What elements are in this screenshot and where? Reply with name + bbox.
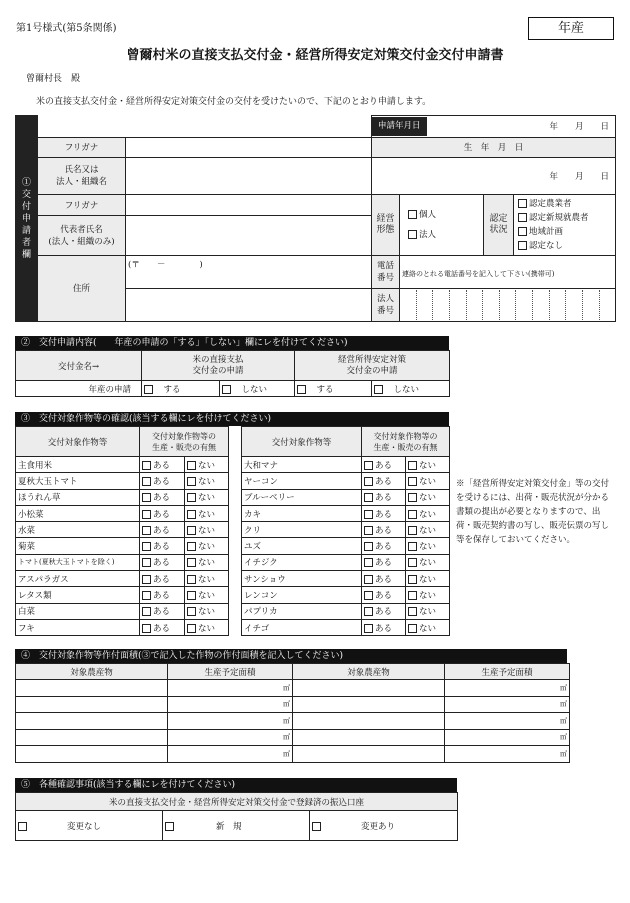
crop-row xyxy=(16,554,229,570)
crop-note: ※「経営所得安定対策交付金」等の交付を受けるには、出荷・販売状況が分かる書類の提出が必要となりますので、出荷・販売契約書の写し、販売伝票の写し等を保存しておいてください。 xyxy=(456,479,610,545)
crop-yes-checkbox[interactable]: ある xyxy=(140,619,185,635)
crop-col-label: 交付対象作物等 xyxy=(242,427,362,457)
crop-no-checkbox[interactable]: ない xyxy=(185,587,229,603)
mgmt-form-label: 経営形態 xyxy=(372,194,400,255)
area-crop-field[interactable] xyxy=(293,680,445,697)
checkbox-icon xyxy=(408,575,417,584)
checkbox-icon xyxy=(364,461,373,470)
area-crop-field[interactable] xyxy=(16,729,168,746)
rice-do-checkbox[interactable]: する xyxy=(142,381,220,397)
area-crop-field[interactable] xyxy=(16,746,168,763)
crop-row xyxy=(16,457,229,473)
crop-no-checkbox[interactable]: ない xyxy=(185,554,229,570)
address-label: 住所 xyxy=(38,256,126,322)
crop-row xyxy=(242,619,450,635)
crop-name: 主食用米 xyxy=(16,457,140,473)
crop-yes-checkbox[interactable]: ある xyxy=(362,505,406,521)
checkbox-icon xyxy=(364,591,373,600)
checkbox-icon xyxy=(187,575,196,584)
checkbox-icon xyxy=(187,477,196,486)
crop-no-checkbox[interactable]: ない xyxy=(185,473,229,489)
crop-row xyxy=(16,473,229,489)
checkbox-icon xyxy=(187,591,196,600)
crop-no-checkbox[interactable]: ない xyxy=(406,505,450,521)
area-value-field[interactable]: ㎡ xyxy=(168,696,293,713)
checkbox-icon xyxy=(142,461,151,470)
crop-yes-checkbox[interactable]: ある xyxy=(140,489,185,505)
crop-name: 小松菜 xyxy=(16,505,140,521)
section-2-header: ② 交付申請内容( 年産の申請の「する」「しない」欄にレを付けてください) xyxy=(15,336,449,350)
intro-text: 米の直接支払交付金・経営所得安定対策交付金の交付を受けたいので、下記のとおり申請します。 xyxy=(36,97,432,107)
area-value-field[interactable]: ㎡ xyxy=(168,680,293,697)
crop-name: アスパラガス xyxy=(16,571,140,587)
checkbox-icon xyxy=(408,542,417,551)
crop-no-checkbox[interactable]: ない xyxy=(185,505,229,521)
section-2-table xyxy=(15,350,450,397)
crop-no-checkbox[interactable]: ない xyxy=(406,522,450,538)
crop-yes-checkbox[interactable]: ある xyxy=(140,554,185,570)
section-5-table xyxy=(15,792,458,841)
area-crop-field[interactable] xyxy=(16,696,168,713)
crop-yes-checkbox[interactable]: ある xyxy=(362,571,406,587)
crop-table-left xyxy=(15,426,229,636)
crop-no-checkbox[interactable]: ない xyxy=(185,538,229,554)
crop-yes-checkbox[interactable]: ある xyxy=(140,603,185,619)
checkbox-icon xyxy=(408,461,417,470)
area-crop-field[interactable] xyxy=(16,713,168,730)
checkbox-icon xyxy=(165,822,174,831)
checkbox-icon xyxy=(142,510,151,519)
crop-no-checkbox[interactable]: ない xyxy=(406,571,450,587)
crop-name: 夏秋大玉トマト xyxy=(16,473,140,489)
crop-no-checkbox[interactable]: ない xyxy=(185,619,229,635)
name-field[interactable] xyxy=(126,158,372,195)
checkbox-icon xyxy=(187,558,196,567)
crop-name: クリ xyxy=(242,522,362,538)
checkbox-icon xyxy=(408,558,417,567)
area-crop-field[interactable] xyxy=(293,746,445,763)
crop-yes-checkbox[interactable]: ある xyxy=(140,538,185,554)
crop-name: 大和マナ xyxy=(242,457,362,473)
phone-label-2: 番号 xyxy=(376,272,394,283)
crop-name: フキ xyxy=(16,619,140,635)
checkbox-icon xyxy=(142,624,151,633)
crop-name: 水菜 xyxy=(16,522,140,538)
area-row xyxy=(16,713,570,730)
crop-no-checkbox[interactable]: ない xyxy=(185,571,229,587)
crop-col-label: 交付対象作物等 xyxy=(16,427,140,457)
cert-status-label: 認定状況 xyxy=(484,194,514,255)
mgmt-corp-option[interactable]: 法人 xyxy=(408,225,481,245)
grant-col-1-line-2: 交付金の申請 xyxy=(192,365,244,376)
crop-name: パプリカ xyxy=(242,603,362,619)
checkbox-icon xyxy=(187,510,196,519)
crop-row xyxy=(16,571,229,587)
checkbox-icon xyxy=(408,607,417,616)
checkbox-icon xyxy=(142,526,151,535)
crop-no-checkbox[interactable]: ない xyxy=(185,522,229,538)
crop-yes-checkbox[interactable]: ある xyxy=(362,538,406,554)
section-1 xyxy=(15,115,615,322)
cert-option-4[interactable]: 認定なし xyxy=(518,239,613,253)
account-changed-option[interactable]: 変更あり xyxy=(310,811,458,841)
crop-row xyxy=(242,457,450,473)
area-value-field[interactable]: ㎡ xyxy=(445,746,570,763)
crop-has-label-1: 交付対象作物等の xyxy=(152,431,216,441)
crop-yes-checkbox[interactable]: ある xyxy=(362,473,406,489)
crop-yes-checkbox[interactable]: ある xyxy=(140,587,185,603)
crop-name: イチジク xyxy=(242,554,362,570)
crop-row xyxy=(242,489,450,505)
crop-row xyxy=(242,473,450,489)
crop-name: 白菜 xyxy=(16,603,140,619)
grant-name-label: 交付金名→ xyxy=(16,351,142,381)
rep-label-1: 代表者氏名 xyxy=(60,224,103,235)
furigana-field[interactable] xyxy=(126,137,372,157)
area-area-col: 生産予定面積 xyxy=(168,664,293,680)
rep-furigana-field[interactable] xyxy=(126,194,372,215)
area-row xyxy=(16,746,570,763)
crop-yes-checkbox[interactable]: ある xyxy=(140,505,185,521)
area-value-field[interactable]: ㎡ xyxy=(445,696,570,713)
area-value-field[interactable]: ㎡ xyxy=(168,729,293,746)
section-4-header: ④ 交付対象作物等作付面積(③で記入した作物の作付面積を記入してください) xyxy=(15,649,567,663)
crop-row xyxy=(242,505,450,521)
addressee: 曾爾村長 殿 xyxy=(26,74,81,84)
crop-name: 菊菜 xyxy=(16,538,140,554)
checkbox-icon xyxy=(408,624,417,633)
crop-yes-checkbox[interactable]: ある xyxy=(140,457,185,473)
grant-col-2-line-1: 経営所得安定対策 xyxy=(338,354,407,365)
crop-yes-checkbox[interactable]: ある xyxy=(362,489,406,505)
crop-no-checkbox[interactable]: ない xyxy=(406,538,450,554)
checkbox-icon xyxy=(364,575,373,584)
account-no-change-option[interactable]: 変更なし xyxy=(16,811,163,841)
crop-no-checkbox[interactable]: ない xyxy=(406,554,450,570)
checkbox-icon xyxy=(142,558,151,567)
birth-date-label: 生 年 月 日 xyxy=(372,137,616,157)
checkbox-icon xyxy=(187,526,196,535)
mgmt-do-checkbox[interactable]: する xyxy=(295,381,372,397)
crop-name: レタス類 xyxy=(16,587,140,603)
crop-yes-checkbox[interactable]: ある xyxy=(140,571,185,587)
checkbox-icon xyxy=(408,510,417,519)
crop-yes-checkbox[interactable]: ある xyxy=(362,587,406,603)
crop-name: ほうれん草 xyxy=(16,489,140,505)
crop-yes-checkbox[interactable]: ある xyxy=(140,473,185,489)
crop-row xyxy=(16,522,229,538)
name-label-2: 法人・組織名 xyxy=(55,176,107,187)
name-label-1: 氏名又は xyxy=(64,164,99,175)
checkbox-icon xyxy=(142,477,151,486)
crop-name: カキ xyxy=(242,505,362,521)
crop-yes-checkbox[interactable]: ある xyxy=(362,522,406,538)
rice-dont-checkbox[interactable]: しない xyxy=(220,381,295,397)
checkbox-icon xyxy=(142,607,151,616)
checkbox-icon xyxy=(518,213,527,222)
crop-name: イチゴ xyxy=(242,619,362,635)
area-crop-field[interactable] xyxy=(16,680,168,697)
checkbox-icon xyxy=(364,558,373,567)
cert-option-1[interactable]: 認定農業者 xyxy=(518,197,613,211)
crop-name: トマト(夏秋大玉トマトを除く) xyxy=(16,554,140,570)
checkbox-icon xyxy=(187,607,196,616)
checkbox-icon xyxy=(364,624,373,633)
crop-has-label-2: 生産・販売の有無 xyxy=(373,442,438,452)
year-box: 年産 xyxy=(528,17,614,40)
section-3-header: ③ 交付対象作物等の確認(該当する欄にレを付けてください) xyxy=(15,412,449,426)
checkbox-icon xyxy=(408,477,417,486)
checkbox-icon xyxy=(222,385,231,394)
checkbox-icon xyxy=(187,624,196,633)
crop-yes-checkbox[interactable]: ある xyxy=(362,603,406,619)
postal-code-field[interactable]: (〒 － ) xyxy=(126,256,372,288)
checkbox-icon xyxy=(408,591,417,600)
crop-row xyxy=(242,587,450,603)
checkbox-icon xyxy=(408,210,417,219)
crop-no-checkbox[interactable]: ない xyxy=(406,457,450,473)
checkbox-icon xyxy=(518,199,527,208)
checkbox-icon xyxy=(144,385,153,394)
application-date-label: 申請年月日 xyxy=(372,117,427,136)
area-row xyxy=(16,696,570,713)
crop-no-checkbox[interactable]: ない xyxy=(406,619,450,635)
grant-col-1-line-1: 米の直接支払 xyxy=(192,354,244,365)
crop-name: ブルーベリー xyxy=(242,489,362,505)
crop-row xyxy=(16,505,229,521)
rep-name-field[interactable] xyxy=(126,215,372,255)
cert-option-3[interactable]: 地域計画 xyxy=(518,225,613,239)
area-value-field[interactable]: ㎡ xyxy=(445,729,570,746)
area-crop-field[interactable] xyxy=(293,713,445,730)
crop-name: レンコン xyxy=(242,587,362,603)
mgmt-individual-option[interactable]: 個人 xyxy=(408,205,481,225)
area-value-field[interactable]: ㎡ xyxy=(168,713,293,730)
checkbox-icon xyxy=(518,241,527,250)
checkbox-icon xyxy=(142,542,151,551)
crop-row xyxy=(242,538,450,554)
crop-row xyxy=(16,603,229,619)
checkbox-icon xyxy=(142,591,151,600)
crop-name: ユズ xyxy=(242,538,362,554)
phone-field[interactable]: 連絡のとれる電話番号を記入して下さい(携帯可) xyxy=(400,256,616,288)
crop-row xyxy=(16,489,229,505)
checkbox-icon xyxy=(408,526,417,535)
area-row xyxy=(16,680,570,697)
checkbox-icon xyxy=(364,510,373,519)
checkbox-icon xyxy=(408,230,417,239)
crop-row xyxy=(16,619,229,635)
crop-row xyxy=(242,522,450,538)
crop-no-checkbox[interactable]: ない xyxy=(185,603,229,619)
cert-option-2[interactable]: 認定新規就農者 xyxy=(518,211,613,225)
checkbox-icon xyxy=(187,461,196,470)
mgmt-dont-checkbox[interactable]: しない xyxy=(372,381,450,397)
area-crop-col: 対象農産物 xyxy=(16,664,168,680)
checkbox-icon xyxy=(364,607,373,616)
rep-label-2: (法人・組織のみ) xyxy=(48,236,115,247)
crop-no-checkbox[interactable]: ない xyxy=(406,603,450,619)
checkbox-icon xyxy=(187,493,196,502)
checkbox-icon xyxy=(187,542,196,551)
checkbox-icon xyxy=(364,477,373,486)
crop-has-label-2: 生産・販売の有無 xyxy=(152,442,216,452)
checkbox-icon xyxy=(18,822,27,831)
crop-no-checkbox[interactable]: ない xyxy=(406,489,450,505)
phone-label-1: 電話 xyxy=(376,260,394,271)
address-field[interactable] xyxy=(126,288,372,322)
crop-row xyxy=(242,554,450,570)
area-value-field[interactable]: ㎡ xyxy=(168,746,293,763)
form-number: 第1号様式(第5条関係) xyxy=(16,23,117,34)
crop-row xyxy=(242,571,450,587)
crop-yes-checkbox[interactable]: ある xyxy=(362,457,406,473)
area-value-field[interactable]: ㎡ xyxy=(445,680,570,697)
corp-number-field[interactable] xyxy=(400,288,616,322)
corp-no-label-1: 法人 xyxy=(376,293,394,304)
crop-name: ヤーコン xyxy=(242,473,362,489)
area-table xyxy=(15,663,570,763)
checkbox-icon xyxy=(142,575,151,584)
crop-no-checkbox[interactable]: ない xyxy=(185,489,229,505)
checkbox-icon xyxy=(374,385,383,394)
applicant-side-label: ①交付申請者欄 xyxy=(16,116,38,322)
area-value-field[interactable]: ㎡ xyxy=(445,713,570,730)
checkbox-icon xyxy=(518,227,527,236)
account-subheader: 米の直接支払交付金・経営所得安定対策交付金で登録済の振込口座 xyxy=(16,793,458,811)
checkbox-icon xyxy=(312,822,321,831)
corp-no-label-2: 番号 xyxy=(376,305,394,316)
account-new-option[interactable]: 新 規 xyxy=(163,811,310,841)
area-crop-field[interactable] xyxy=(293,729,445,746)
section-5-header: ⑤ 各種確認事項(該当する欄にレを付けてください) xyxy=(15,778,457,792)
checkbox-icon xyxy=(364,526,373,535)
crop-name: サンショウ xyxy=(242,571,362,587)
area-row xyxy=(16,729,570,746)
crop-row xyxy=(16,538,229,554)
crop-row xyxy=(242,603,450,619)
crop-yes-checkbox[interactable]: ある xyxy=(362,619,406,635)
rep-furigana-label: フリガナ xyxy=(38,194,126,215)
page-title: 曾爾村米の直接支払交付金・経営所得安定対策交付金交付申請書 xyxy=(126,48,504,63)
checkbox-icon xyxy=(297,385,306,394)
checkbox-icon xyxy=(142,493,151,502)
furigana-label: フリガナ xyxy=(38,137,126,157)
crop-row xyxy=(16,587,229,603)
crop-no-checkbox[interactable]: ない xyxy=(406,473,450,489)
crop-yes-checkbox[interactable]: ある xyxy=(140,522,185,538)
area-crop-field[interactable] xyxy=(293,696,445,713)
crop-no-checkbox[interactable]: ない xyxy=(406,587,450,603)
area-crop-col: 対象農産物 xyxy=(293,664,445,680)
application-date-field[interactable]: 年 月 日 xyxy=(549,122,610,133)
birth-date-field[interactable]: 年 月 日 xyxy=(372,158,616,195)
crop-has-label-1: 交付対象作物等の xyxy=(373,431,438,441)
checkbox-icon xyxy=(364,493,373,502)
checkbox-icon xyxy=(408,493,417,502)
checkbox-icon xyxy=(364,542,373,551)
crop-table-right xyxy=(241,426,450,636)
crop-no-checkbox[interactable]: ない xyxy=(185,457,229,473)
year-apply-label: 年産の申請 xyxy=(16,381,142,397)
area-area-col: 生産予定面積 xyxy=(445,664,570,680)
grant-col-2-line-2: 交付金の申請 xyxy=(346,365,398,376)
crop-yes-checkbox[interactable]: ある xyxy=(362,554,406,570)
